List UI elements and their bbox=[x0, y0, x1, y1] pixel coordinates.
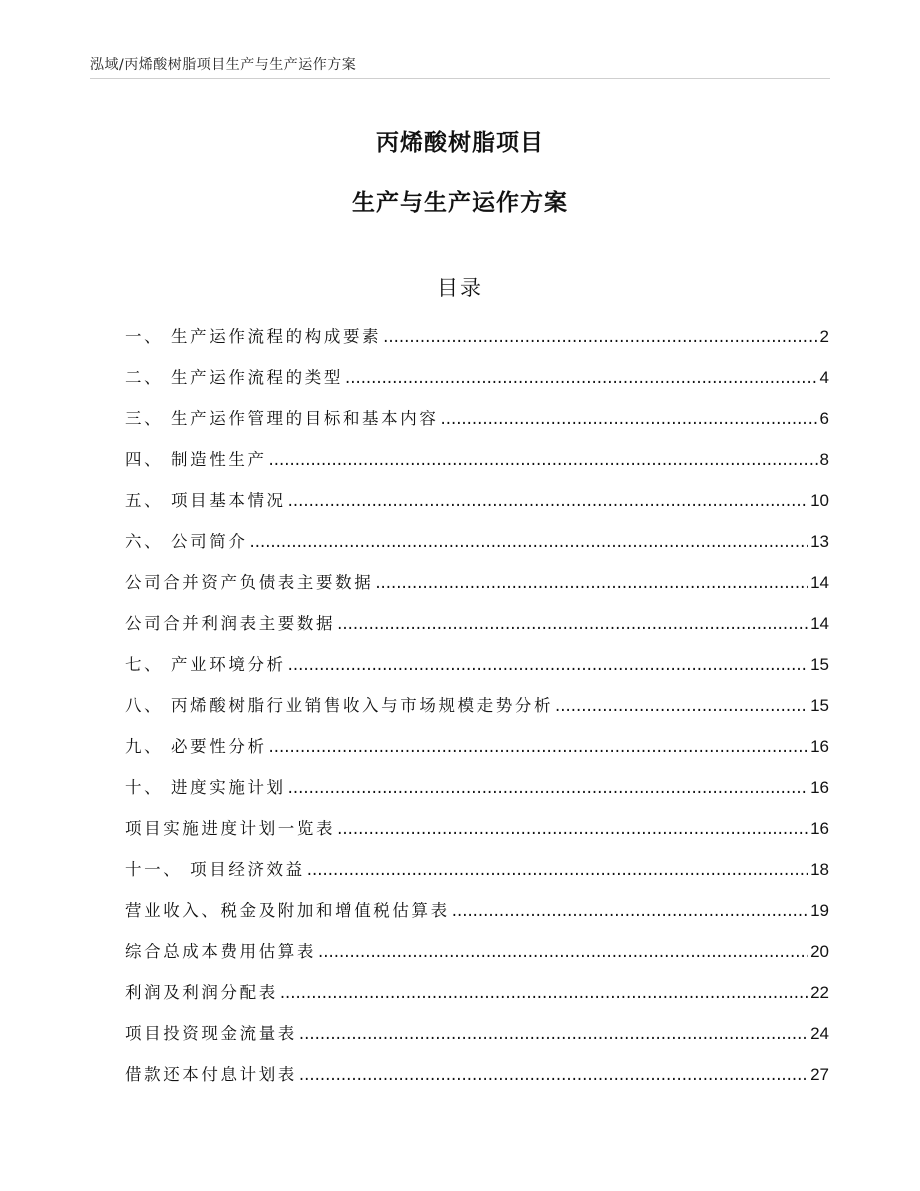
toc-entry-page: 4 bbox=[819, 368, 829, 387]
running-header: 泓域/丙烯酸树脂项目生产与生产运作方案 bbox=[90, 57, 357, 73]
toc-entry-page: 15 bbox=[810, 696, 829, 715]
header-divider bbox=[90, 78, 830, 79]
toc-entry-label: 公司合并资产负债表主要数据 bbox=[125, 573, 374, 592]
toc-entry[interactable] bbox=[125, 603, 829, 644]
toc-dot-leader bbox=[345, 357, 818, 398]
toc-dot-leader bbox=[337, 603, 808, 644]
toc-entry-label: 六、 公司简介 bbox=[125, 532, 248, 551]
toc-entry-page: 20 bbox=[810, 942, 829, 961]
toc-entry[interactable] bbox=[125, 439, 829, 480]
toc-entry-page: 2 bbox=[819, 327, 829, 346]
toc-entry-label: 公司合并利润表主要数据 bbox=[125, 614, 336, 633]
toc-dot-leader bbox=[269, 439, 818, 480]
toc-dot-leader bbox=[555, 685, 808, 726]
table-of-contents bbox=[125, 316, 829, 1095]
toc-entry-page: 10 bbox=[810, 491, 829, 510]
toc-dot-leader bbox=[318, 931, 808, 972]
toc-dot-leader bbox=[280, 972, 808, 1013]
document-title-line-1: 丙烯酸树脂项目 bbox=[376, 130, 544, 156]
toc-entry-page: 15 bbox=[810, 655, 829, 674]
toc-entry-label: 利润及利润分配表 bbox=[125, 983, 278, 1002]
toc-entry-label: 十一、 项目经济效益 bbox=[125, 860, 305, 879]
toc-entry[interactable] bbox=[125, 808, 829, 849]
toc-entry-page: 16 bbox=[810, 737, 829, 756]
toc-entry[interactable] bbox=[125, 931, 829, 972]
toc-entry[interactable] bbox=[125, 1013, 829, 1054]
toc-dot-leader bbox=[383, 316, 817, 357]
toc-entry[interactable] bbox=[125, 521, 829, 562]
toc-entry-label: 营业收入、税金及附加和增值税估算表 bbox=[125, 901, 450, 920]
toc-entry-label: 八、 丙烯酸树脂行业销售收入与市场规模走势分析 bbox=[125, 696, 554, 715]
document-title-line-2: 生产与生产运作方案 bbox=[352, 190, 568, 216]
toc-entry-label: 三、 生产运作管理的目标和基本内容 bbox=[125, 409, 439, 428]
toc-entry[interactable] bbox=[125, 562, 829, 603]
toc-entry-page: 6 bbox=[819, 409, 829, 428]
toc-dot-leader bbox=[269, 726, 809, 767]
toc-entry[interactable] bbox=[125, 767, 829, 808]
toc-entry-label: 项目实施进度计划一览表 bbox=[125, 819, 336, 838]
toc-dot-leader bbox=[299, 1013, 808, 1054]
toc-dot-leader bbox=[375, 562, 808, 603]
toc-entry-label: 九、 必要性分析 bbox=[125, 737, 267, 756]
toc-entry-label: 借款还本付息计划表 bbox=[125, 1065, 297, 1084]
toc-heading: 目录 bbox=[437, 276, 483, 300]
toc-entry-label: 四、 制造性生产 bbox=[125, 450, 267, 469]
toc-entry-page: 19 bbox=[810, 901, 829, 920]
toc-entry[interactable] bbox=[125, 890, 829, 931]
toc-entry-page: 16 bbox=[810, 819, 829, 838]
toc-dot-leader bbox=[452, 890, 808, 931]
toc-dot-leader bbox=[288, 767, 808, 808]
toc-entry-page: 27 bbox=[810, 1065, 829, 1084]
toc-entry-label: 项目投资现金流量表 bbox=[125, 1024, 297, 1043]
toc-entry[interactable] bbox=[125, 849, 829, 890]
toc-entry[interactable] bbox=[125, 357, 829, 398]
toc-entry-page: 14 bbox=[810, 573, 829, 592]
toc-entry-page: 14 bbox=[810, 614, 829, 633]
toc-dot-leader bbox=[440, 398, 817, 439]
toc-entry-page: 18 bbox=[810, 860, 829, 879]
toc-dot-leader bbox=[288, 480, 808, 521]
toc-entry-page: 16 bbox=[810, 778, 829, 797]
toc-entry-label: 五、 项目基本情况 bbox=[125, 491, 286, 510]
toc-entry[interactable] bbox=[125, 644, 829, 685]
toc-entry-label: 一、 生产运作流程的构成要素 bbox=[125, 327, 382, 346]
toc-entry-page: 13 bbox=[810, 532, 829, 551]
toc-entry[interactable] bbox=[125, 316, 829, 357]
toc-dot-leader bbox=[288, 644, 808, 685]
toc-entry-page: 22 bbox=[810, 983, 829, 1002]
toc-entry[interactable] bbox=[125, 685, 829, 726]
toc-entry[interactable] bbox=[125, 972, 829, 1013]
toc-dot-leader bbox=[307, 849, 808, 890]
toc-entry-page: 8 bbox=[819, 450, 829, 469]
toc-entry-label: 十、 进度实施计划 bbox=[125, 778, 286, 797]
toc-entry-label: 二、 生产运作流程的类型 bbox=[125, 368, 343, 387]
toc-entry[interactable] bbox=[125, 480, 829, 521]
toc-dot-leader bbox=[299, 1054, 808, 1095]
toc-entry[interactable] bbox=[125, 1054, 829, 1095]
toc-dot-leader bbox=[249, 521, 808, 562]
toc-entry[interactable] bbox=[125, 726, 829, 767]
toc-entry[interactable] bbox=[125, 398, 829, 439]
toc-entry-page: 24 bbox=[810, 1024, 829, 1043]
toc-dot-leader bbox=[337, 808, 808, 849]
toc-entry-label: 七、 产业环境分析 bbox=[125, 655, 286, 674]
toc-entry-label: 综合总成本费用估算表 bbox=[125, 942, 316, 961]
